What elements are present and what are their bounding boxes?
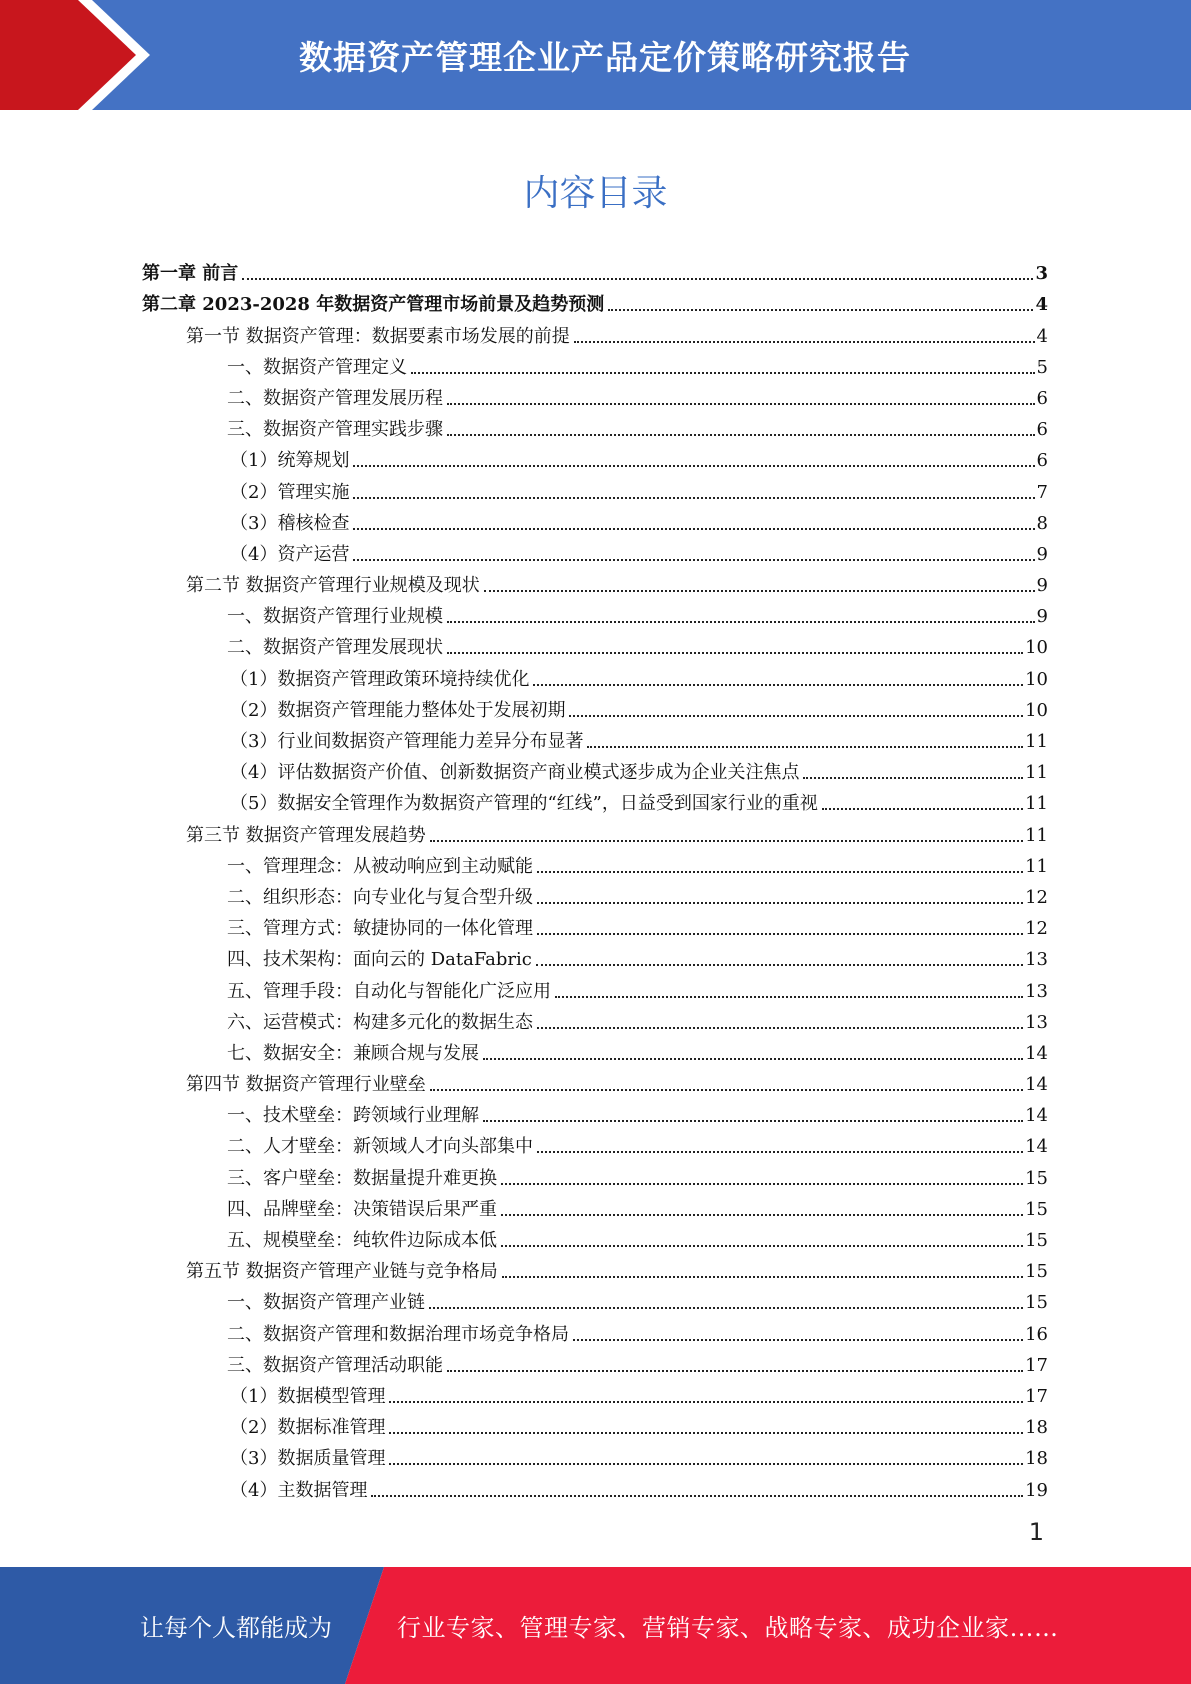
toc-dot-leader <box>411 372 1035 374</box>
toc-dot-leader <box>501 1214 1023 1216</box>
toc-entry[interactable] <box>142 597 1048 628</box>
toc-entry-title: 三、数据资产管理活动职能 <box>227 1354 443 1376</box>
toc-entry-page: 11 <box>1025 855 1048 877</box>
toc-entry-title: 一、数据资产管理产业链 <box>227 1292 425 1314</box>
toc-entry-title: 七、数据安全：兼顾合规与发展 <box>227 1042 479 1064</box>
toc-entry[interactable] <box>142 940 1048 971</box>
toc-dot-leader <box>574 341 1035 343</box>
toc-entry-page: 8 <box>1036 512 1048 534</box>
toc-dot-leader <box>353 559 1034 561</box>
toc-dot-leader <box>483 1120 1023 1122</box>
toc-entry-page: 19 <box>1025 1479 1048 1501</box>
red-chevron-decoration <box>0 0 150 110</box>
toc-entry-page: 14 <box>1025 1074 1048 1096</box>
toc-entry-page: 13 <box>1025 949 1048 971</box>
toc-dot-leader <box>353 465 1034 467</box>
toc-entry-page: 11 <box>1025 731 1048 752</box>
toc-entry-title: 三、管理方式：敏捷协同的一体化管理 <box>227 918 533 940</box>
toc-heading: 内容目录 <box>523 173 668 214</box>
toc-entry-page: 14 <box>1025 1136 1048 1158</box>
toc-entry-title: （3）行业间数据资产管理能力差异分布显著 <box>230 731 584 752</box>
footer-slogan-right: 行业专家、管理专家、营销专家、战略专家、成功企业家…… <box>397 1614 1059 1642</box>
toc-entry-title: （4）评估数据资产价值、创新数据资产商业模式逐步成为企业关注焦点 <box>230 762 800 784</box>
toc-dot-leader <box>447 621 1035 623</box>
toc-entry-page: 17 <box>1025 1385 1048 1407</box>
toc-entry[interactable] <box>142 1003 1048 1034</box>
toc-entry-title: 第二节 数据资产管理行业规模及现状 <box>186 575 480 597</box>
toc-entry[interactable] <box>142 1096 1048 1127</box>
toc-entry-page: 6 <box>1036 450 1048 472</box>
toc-dot-leader <box>555 996 1023 998</box>
toc-entry[interactable] <box>142 753 1048 784</box>
toc-entry[interactable] <box>142 784 1048 815</box>
toc-entry[interactable] <box>142 316 1048 347</box>
toc-entry[interactable] <box>142 285 1048 316</box>
toc-dot-leader <box>371 1495 1023 1497</box>
toc-entry-title: 一、技术壁垒：跨领域行业理解 <box>227 1105 479 1127</box>
toc-dot-leader <box>502 1276 1023 1278</box>
toc-entry[interactable] <box>142 1470 1048 1501</box>
toc-dot-leader <box>430 1089 1023 1091</box>
footer-slogan-left: 让每个人都能成为 <box>140 1614 332 1642</box>
toc-entry-page: 9 <box>1036 606 1048 628</box>
toc-entry-title: 第三节 数据资产管理发展趋势 <box>186 824 426 846</box>
report-title: 数据资产管理企业产品定价策略研究报告 <box>299 37 911 77</box>
page-number: 1 <box>1028 1518 1044 1546</box>
toc-entry[interactable] <box>142 1252 1048 1283</box>
toc-entry-title: 六、运营模式：构建多元化的数据生态 <box>227 1011 533 1033</box>
toc-dot-leader <box>501 1245 1023 1247</box>
toc-entry[interactable] <box>142 254 1048 285</box>
toc-dot-leader <box>484 590 1035 592</box>
toc-entry-title: （5）数据安全管理作为数据资产管理的“红线”，日益受到国家行业的重视 <box>230 793 818 815</box>
toc-entry[interactable] <box>142 1377 1048 1408</box>
toc-dot-leader <box>447 434 1035 436</box>
toc-entry-page: 11 <box>1025 824 1048 846</box>
toc-entry-page: 4 <box>1036 325 1048 347</box>
toc-dot-leader <box>537 902 1023 904</box>
toc-entry-title: （2）数据资产管理能力整体处于发展初期 <box>230 699 566 721</box>
toc-dot-leader <box>353 497 1034 499</box>
toc-entry-title: 第一章 前言 <box>142 263 239 285</box>
toc-dot-leader <box>537 1151 1023 1153</box>
toc-entry[interactable] <box>142 659 1048 690</box>
toc-entry[interactable] <box>142 1283 1048 1314</box>
toc-entry-title: （1）数据资产管理政策环境持续优化 <box>230 668 530 690</box>
footer-banner <box>0 1567 1191 1684</box>
toc-dot-leader <box>587 746 1023 748</box>
toc-entry-page: 18 <box>1025 1417 1048 1439</box>
toc-entry-page: 15 <box>1025 1292 1048 1314</box>
toc-entry-page: 14 <box>1025 1105 1048 1127</box>
toc-dot-leader <box>483 1058 1023 1060</box>
toc-entry-page: 4 <box>1035 294 1048 316</box>
toc-entry[interactable] <box>142 348 1048 379</box>
toc-entry-page: 18 <box>1025 1448 1048 1470</box>
toc-dot-leader <box>389 1432 1023 1434</box>
toc-entry-title: 第二章 2023-2028 年数据资产管理市场前景及趋势预测 <box>142 294 605 316</box>
toc-entry-title: 第五节 数据资产管理产业链与竞争格局 <box>186 1261 498 1283</box>
toc-entry-page: 13 <box>1025 980 1048 1002</box>
toc-entry-title: 五、管理手段：自动化与智能化广泛应用 <box>227 980 551 1002</box>
toc-entry-title: 二、数据资产管理和数据治理市场竞争格局 <box>227 1323 569 1345</box>
toc-entry-title: 一、数据资产管理定义 <box>227 356 407 378</box>
toc-dot-leader <box>389 1463 1023 1465</box>
toc-dot-leader <box>501 1183 1023 1185</box>
toc-entry-page: 15 <box>1025 1261 1048 1283</box>
toc-entry[interactable] <box>142 1034 1048 1065</box>
toc-dot-leader <box>447 652 1023 654</box>
toc-entry[interactable] <box>142 1314 1048 1345</box>
toc-entry-title: （1）统筹规划 <box>230 450 350 472</box>
toc-entry-title: 三、数据资产管理实践步骤 <box>227 419 443 441</box>
toc-entry-page: 15 <box>1025 1198 1048 1220</box>
toc-dot-leader <box>569 715 1023 717</box>
toc-entry-title: （3）数据质量管理 <box>230 1448 386 1470</box>
toc-entry-page: 7 <box>1036 481 1048 503</box>
toc-dot-leader <box>242 278 1033 280</box>
toc-entry[interactable] <box>142 1221 1048 1252</box>
toc-entry-title: 第四节 数据资产管理行业壁垒 <box>186 1074 426 1096</box>
toc-entry[interactable] <box>142 535 1048 566</box>
toc-entry-page: 11 <box>1025 793 1048 815</box>
toc-dot-leader <box>353 528 1034 530</box>
toc-entry-page: 15 <box>1025 1167 1048 1189</box>
toc-entry-page: 17 <box>1025 1354 1048 1376</box>
toc-entry-title: （3）稽核检查 <box>230 512 350 534</box>
toc-dot-leader <box>447 1370 1023 1372</box>
toc-entry[interactable] <box>142 1346 1048 1377</box>
table-of-contents <box>142 254 1048 1502</box>
toc-dot-leader <box>537 933 1023 935</box>
toc-entry-title: 二、数据资产管理发展现状 <box>227 637 443 659</box>
toc-entry[interactable] <box>142 566 1048 597</box>
toc-dot-leader <box>537 871 1023 873</box>
toc-entry[interactable] <box>142 410 1048 441</box>
toc-entry-page: 9 <box>1036 575 1048 597</box>
toc-entry-title: 一、数据资产管理行业规模 <box>227 606 443 628</box>
toc-entry[interactable] <box>142 628 1048 659</box>
toc-entry-page: 13 <box>1025 1011 1048 1033</box>
toc-entry-title: （2）数据标准管理 <box>230 1417 386 1439</box>
toc-dot-leader <box>447 403 1035 405</box>
toc-entry-title: （4）主数据管理 <box>230 1479 368 1501</box>
toc-entry[interactable] <box>142 504 1048 535</box>
toc-entry-title: 二、组织形态：向专业化与复合型升级 <box>227 886 533 908</box>
toc-entry-page: 6 <box>1036 419 1048 441</box>
toc-entry[interactable] <box>142 379 1048 410</box>
toc-entry-page: 9 <box>1036 543 1048 565</box>
toc-entry-title: 一、管理理念：从被动响应到主动赋能 <box>227 855 533 877</box>
toc-entry-title: 三、客户壁垒：数据量提升难更换 <box>227 1167 497 1189</box>
toc-entry-page: 16 <box>1025 1323 1048 1345</box>
toc-entry[interactable] <box>142 1065 1048 1096</box>
toc-entry-title: 五、规模壁垒：纯软件边际成本低 <box>227 1230 497 1251</box>
toc-entry[interactable] <box>142 691 1048 722</box>
toc-entry-page: 12 <box>1025 886 1048 908</box>
toc-entry-page: 3 <box>1035 263 1048 285</box>
toc-entry[interactable] <box>142 1158 1048 1189</box>
toc-entry-title: （1）数据模型管理 <box>230 1385 386 1407</box>
toc-entry[interactable] <box>142 1439 1048 1470</box>
toc-entry[interactable] <box>142 472 1048 503</box>
header-banner <box>0 0 1191 110</box>
toc-entry[interactable] <box>142 815 1048 846</box>
toc-dot-leader <box>430 840 1023 842</box>
toc-dot-leader <box>389 1401 1023 1403</box>
toc-dot-leader <box>537 1027 1023 1029</box>
toc-entry-page: 14 <box>1025 1042 1048 1064</box>
toc-entry-page: 6 <box>1036 387 1048 409</box>
toc-entry-page: 5 <box>1036 356 1048 378</box>
toc-entry-title: 四、技术架构：面向云的 DataFabric <box>227 949 532 971</box>
toc-entry-page: 11 <box>1025 762 1048 784</box>
toc-entry[interactable] <box>142 722 1048 753</box>
toc-dot-leader <box>822 808 1023 810</box>
toc-entry[interactable] <box>142 909 1048 940</box>
toc-dot-leader <box>608 309 1033 311</box>
toc-entry[interactable] <box>142 847 1048 878</box>
toc-entry[interactable] <box>142 971 1048 1002</box>
toc-dot-leader <box>429 1307 1023 1309</box>
toc-entry[interactable] <box>142 1408 1048 1439</box>
toc-dot-leader <box>573 1339 1023 1341</box>
toc-entry[interactable] <box>142 878 1048 909</box>
toc-entry-title: 二、人才壁垒：新领域人才向头部集中 <box>227 1136 533 1158</box>
toc-entry[interactable] <box>142 441 1048 472</box>
toc-entry-title: 四、品牌壁垒：决策错误后果严重 <box>227 1198 497 1220</box>
toc-entry-title: （2）管理实施 <box>230 481 350 503</box>
toc-entry-title: 二、数据资产管理发展历程 <box>227 387 443 409</box>
toc-entry-page: 10 <box>1025 668 1048 690</box>
toc-dot-leader <box>533 684 1023 686</box>
toc-entry-page: 10 <box>1025 699 1048 721</box>
toc-entry-title: 第一节 数据资产管理：数据要素市场发展的前提 <box>186 325 570 347</box>
toc-dot-leader <box>536 964 1023 966</box>
toc-dot-leader <box>803 777 1023 779</box>
toc-entry-page: 12 <box>1025 918 1048 940</box>
toc-entry[interactable] <box>142 1190 1048 1221</box>
toc-entry-page: 15 <box>1025 1230 1048 1251</box>
toc-entry-page: 10 <box>1025 637 1048 659</box>
toc-entry-title: （4）资产运营 <box>230 543 350 565</box>
toc-entry[interactable] <box>142 1127 1048 1158</box>
